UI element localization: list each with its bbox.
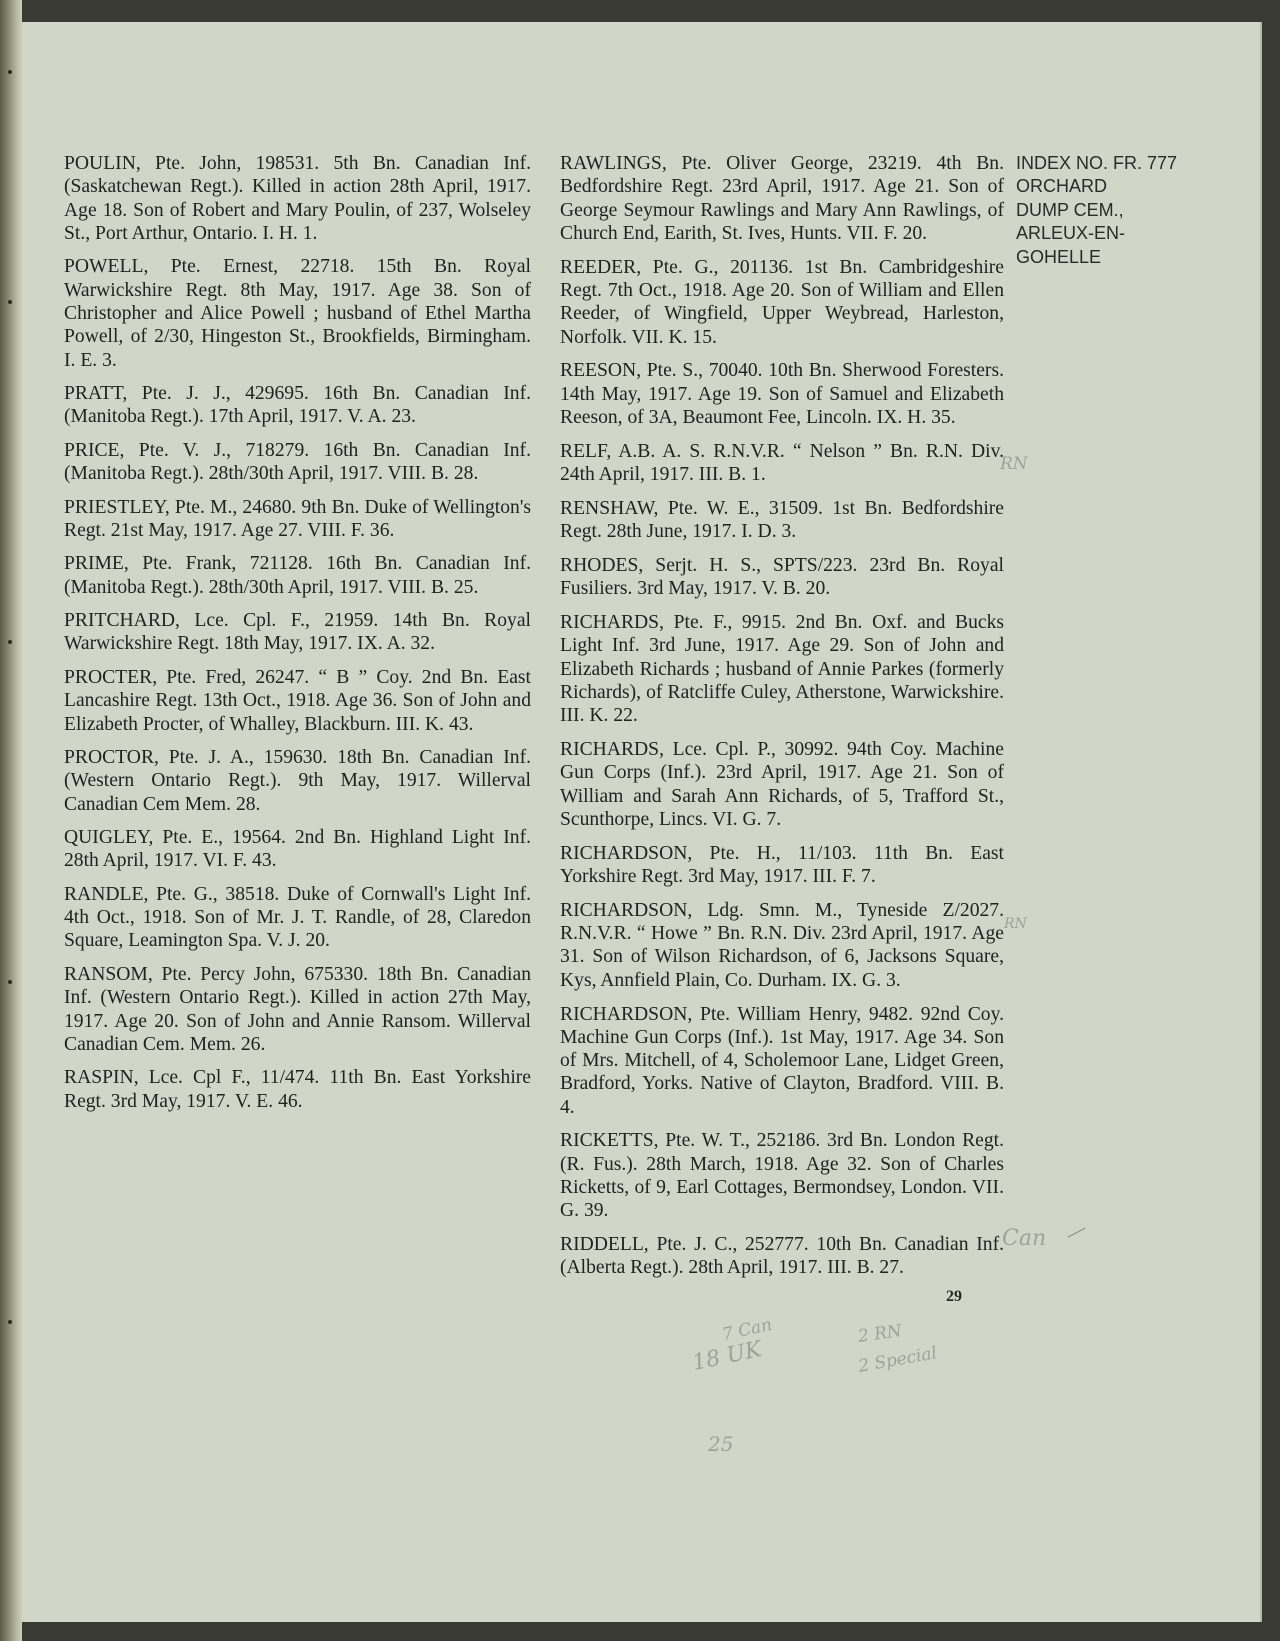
- entry-poulin: POULIN, Pte. John, 198531. 5th Bn. Canadian Inf. (Saskatchewan Regt.). Killed in action 28th April, 1917. Age 18. Son of Robert and Mary Poulin, of 237, Wolseley St., Port Arthur, Ontario. I. H. 1.: [64, 153, 531, 244]
- entry-richardson-h: RICHARDSON, Pte. H., 11/103. 11th Bn. East Yorkshire Regt. 3rd May, 1917. III. F. 7.: [560, 842, 1004, 888]
- pencil-tick: —: [1061, 1214, 1091, 1247]
- pencil-tally-total: 25: [708, 1432, 734, 1456]
- entry-richardson-m: RICHARDSON, Ldg. Smn. M., Tyneside Z/2027. R.N.V.R. “ Howe ” Bn. R.N. Div. 23rd April, 1917. Age 31. Son of Wilson Richardson, of 6, Jacksons Square, Kys, Annfield Plain, Co. Durham. IX. G. 3.: [560, 899, 1004, 991]
- pencil-tally-can: 7 Can: [720, 1314, 774, 1346]
- pencil-tally-rn: 2 RN: [856, 1321, 904, 1347]
- entry-riddell: RIDDELL, Pte. J. C., 252777. 10th Bn. Canadian Inf. (Alberta Regt.). 28th April, 1917. III. B. 27.: [560, 1234, 1004, 1279]
- entry-rawlings: RAWLINGS, Pte. Oliver George, 23219. 4th Bn. Bedfordshire Regt. 23rd April, 1917. Age 21. Son of George Seymour Rawlings and Mary Ann Rawlings, of Church End, Earith, St. Ives, Hunts. VII. F. 20.: [560, 153, 1004, 244]
- left-column: [64, 152, 531, 1123]
- pencil-note-rn: RN: [1000, 454, 1028, 474]
- index-number: INDEX NO. FR. 777: [1016, 153, 1178, 173]
- book-binding: [0, 0, 22, 1641]
- cemetery-index: [1016, 152, 1226, 269]
- pencil-note-can: Can: [1002, 1226, 1047, 1251]
- index-line: DUMP CEM.,: [1016, 199, 1124, 220]
- entry-quigley: QUIGLEY, Pte. E., 19564. 2nd Bn. Highland Light Inf. 28th April, 1917. VI. F. 43.: [64, 827, 531, 872]
- pencil-tally-uk: 18 UK: [690, 1336, 764, 1377]
- entry-randle: RANDLE, Pte. G., 38518. Duke of Cornwall's Light Inf. 4th Oct., 1918. Son of Mr. J. T. Randle, of 28, Claredon Square, Leamington Spa. V. J. 20.: [64, 883, 531, 952]
- entry-pritchard: PRITCHARD, Lce. Cpl. F., 21959. 14th Bn. Royal Warwickshire Regt. 18th May, 1917. IX. A. 32.: [64, 610, 531, 655]
- entry-ransom: RANSOM, Pte. Percy John, 675330. 18th Bn. Canadian Inf. (Western Ontario Regt.). Killed in action 27th May, 1917. Age 20. Son of John and Annie Ransom. Willerval Canadian Cem. Mem. 26.: [64, 963, 531, 1055]
- entry-prime: PRIME, Pte. Frank, 721128. 16th Bn. Canadian Inf. (Manitoba Regt.). 28th/30th April, 1917. VIII. B. 25.: [64, 553, 531, 598]
- entry-richards-p: RICHARDS, Lce. Cpl. P., 30992. 94th Coy. Machine Gun Corps (Inf.). 23rd April, 1917. Age 21. Son of William and Sarah Ann Richards, of 5, Trafford St., Scunthorpe, Lincs. VI. G. 7.: [560, 739, 1004, 830]
- entry-priestley: PRIESTLEY, Pte. M., 24680. 9th Bn. Duke of Wellington's Regt. 21st May, 1917. Age 27. VIII. F. 36.: [64, 496, 531, 541]
- entry-ricketts: RICKETTS, Pte. W. T., 252186. 3rd Bn. London Regt. (R. Fus.). 28th March, 1918. Age 32. Son of Charles Ricketts, of 9, Earl Cottages, Bermondsey, London. VII. G. 39.: [560, 1130, 1004, 1222]
- entry-price: PRICE, Pte. V. J., 718279. 16th Bn. Canadian Inf. (Manitoba Regt.). 28th/30th April, 1917. VIII. B. 28.: [64, 439, 531, 485]
- entry-reeder: REEDER, Pte. G., 201136. 1st Bn. Cambridgeshire Regt. 7th Oct., 1918. Age 20. Son of William and Ellen Reeder, of Wingfield, Upper Weybread, Harleston, Norfolk. VII. K. 15.: [560, 256, 1004, 348]
- entry-relf: RELF, A.B. A. S. R.N.V.R. “ Nelson ” Bn. R.N. Div. 24th April, 1917. III. B. 1.: [560, 440, 1004, 486]
- document-page: [22, 22, 1262, 1622]
- page-number: 29: [946, 1288, 962, 1305]
- entry-raspin: RASPIN, Lce. Cpl F., 11/474. 11th Bn. East Yorkshire Regt. 3rd May, 1917. V. E. 46.: [64, 1067, 531, 1112]
- pencil-tally-special: 2 Special: [856, 1343, 939, 1377]
- index-line: GOHELLE: [1016, 246, 1102, 267]
- entry-powell: POWELL, Pte. Ernest, 22718. 15th Bn. Royal Warwickshire Regt. 8th May, 1917. Age 38. Son of Christopher and Alice Powell ; husband of Ethel Martha Powell, of 2/30, Hingeston St., Brookfields, Birmingham. I. E. 3.: [64, 256, 531, 371]
- entry-richards-f: RICHARDS, Pte. F., 9915. 2nd Bn. Oxf. and Bucks Light Inf. 3rd June, 1917. Age 29. Son of John and Elizabeth Richards ; husband of Annie Parkes (formerly Richards), of Ratcliffe Culey, Atherstone, Warwickshire. III. K. 22.: [560, 612, 1004, 727]
- pencil-note-rn: RN: [1004, 916, 1027, 932]
- entry-reeson: REESON, Pte. S., 70040. 10th Bn. Sherwood Foresters. 14th May, 1917. Age 19. Son of Samuel and Elizabeth Reeson, of 3A, Beaumont Fee, Lincoln. IX. H. 35.: [560, 360, 1004, 428]
- index-line: ARLEUX-EN-: [1016, 223, 1126, 244]
- entry-pratt: PRATT, Pte. J. J., 429695. 16th Bn. Canadian Inf. (Manitoba Regt.). 17th April, 1917. V. A. 23.: [64, 383, 531, 428]
- middle-column: [560, 152, 1004, 1290]
- entry-proctor: PROCTOR, Pte. J. A., 159630. 18th Bn. Canadian Inf. (Western Ontario Regt.). 9th May, 1917. Willerval Canadian Cem Mem. 28.: [64, 747, 531, 815]
- entry-richardson-wh: RICHARDSON, Pte. William Henry, 9482. 92nd Coy. Machine Gun Corps (Inf.). 1st May, 1917. Age 34. Son of Mrs. Mitchell, of 4, Scholemoor Lane, Lidget Green, Bradford, Yorks. Native of Clayton, Bradford. VIII. B. 4.: [560, 1003, 1004, 1118]
- entry-renshaw: RENSHAW, Pte. W. E., 31509. 1st Bn. Bedfordshire Regt. 28th June, 1917. I. D. 3.: [560, 497, 1004, 543]
- index-line: ORCHARD: [1016, 176, 1108, 197]
- entry-procter: PROCTER, Pte. Fred, 26247. “ B ” Coy. 2nd Bn. East Lancashire Regt. 13th Oct., 1918. Age 36. Son of John and Elizabeth Procter, of Whalley, Blackburn. III. K. 43.: [64, 666, 531, 735]
- entry-rhodes: RHODES, Serjt. H. S., SPTS/223. 23rd Bn. Royal Fusiliers. 3rd May, 1917. V. B. 20.: [560, 554, 1004, 600]
